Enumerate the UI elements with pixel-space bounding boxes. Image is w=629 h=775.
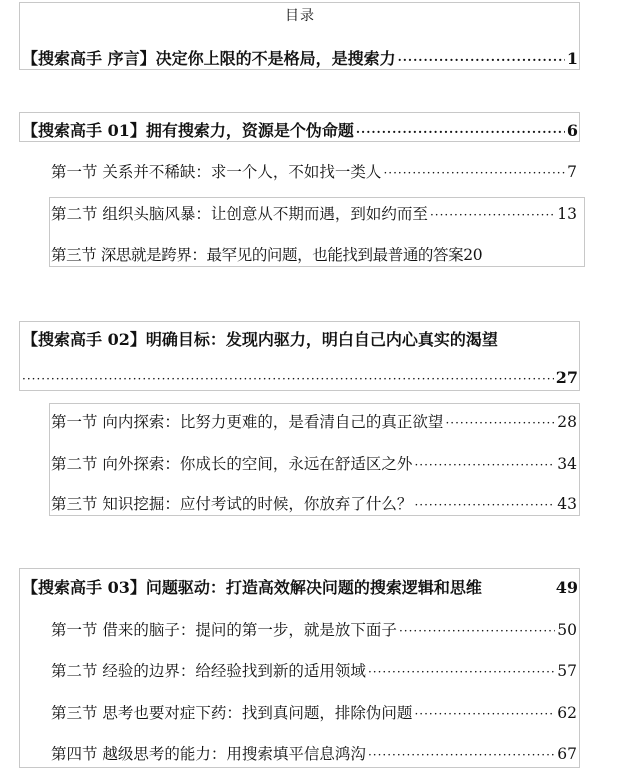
page-number: 13 xyxy=(557,205,577,223)
entry-label: 第一节 向内探索：比努力更难的，是看清自己的真正欲望 xyxy=(51,413,444,431)
entry-label: 第三节 思考也要对症下药：找到真问题，排除伪问题 xyxy=(51,704,413,722)
toc-entry-section[interactable] xyxy=(51,410,577,432)
dot-leader xyxy=(430,208,555,222)
page-number: 27 xyxy=(555,368,578,387)
toc-entry-part-03[interactable] xyxy=(22,575,578,598)
page-number: 67 xyxy=(557,745,577,763)
dot-leader xyxy=(368,665,555,679)
dot-leader xyxy=(368,748,555,762)
dot-leader xyxy=(22,372,554,386)
page-number: 6 xyxy=(566,121,578,140)
entry-label: 第二节 组织头脑风暴：让创意从不期而遇，到如约而至 xyxy=(51,205,428,223)
page-number: 57 xyxy=(557,662,577,680)
entry-label: 第一节 关系并不稀缺：求一个人，不如找一类人 xyxy=(51,163,382,181)
toc-entry-section[interactable] xyxy=(51,659,577,681)
entry-label: 第三节 深思就是跨界：最罕见的问题，也能找到最普通的答案 xyxy=(51,246,464,264)
toc-entry-part-02-leader[interactable] xyxy=(22,368,578,387)
entry-label: 第三节 知识挖掘：应付考试的时候，你放弃了什么？ xyxy=(51,495,413,513)
dot-leader xyxy=(414,458,555,472)
dot-leader xyxy=(356,125,565,139)
page-number: 43 xyxy=(557,495,577,513)
toc-entry-section[interactable] xyxy=(51,701,577,723)
toc-entry-preface[interactable] xyxy=(22,46,578,69)
entry-label: 【搜索高手 02】明确目标：发现内驱力，明白自己内心真实的渴望 xyxy=(22,330,498,349)
toc-entry-section[interactable] xyxy=(51,452,577,474)
toc-title: 目录 xyxy=(285,8,315,24)
entry-label: 第二节 经验的边界：给经验找到新的适用领域 xyxy=(51,662,366,680)
page-number: 49 xyxy=(555,578,578,597)
toc-entry-section[interactable] xyxy=(51,618,577,640)
entry-label: 【搜索高手 序言】决定你上限的不是格局，是搜索力 xyxy=(22,49,396,68)
entry-label: 【搜索高手 03】问题驱动：打造高效解决问题的搜索逻辑和思维 xyxy=(22,578,482,597)
toc-entry-section[interactable] xyxy=(51,202,577,224)
page-number: 20 xyxy=(463,246,483,264)
entry-label: 第一节 借来的脑子：提问的第一步，就是放下面子 xyxy=(51,621,397,639)
dot-leader xyxy=(399,624,555,638)
toc-entry-section[interactable] xyxy=(51,160,577,182)
entry-label: 【搜索高手 01】拥有搜索力，资源是个伪命题 xyxy=(22,121,354,140)
page-number: 34 xyxy=(557,455,577,473)
entry-label: 第四节 越级思考的能力：用搜索填平信息鸿沟 xyxy=(51,745,366,763)
page-number: 1 xyxy=(566,49,578,68)
toc-entry-section[interactable] xyxy=(51,492,577,514)
dot-leader xyxy=(383,166,565,180)
page-number: 50 xyxy=(557,621,577,639)
dot-leader xyxy=(414,498,555,512)
entry-label: 第二节 向外探索：你成长的空间，永远在舒适区之外 xyxy=(51,455,413,473)
page-number: 28 xyxy=(557,413,577,431)
toc-entry-part-01[interactable] xyxy=(22,118,578,141)
toc-entry-section[interactable] xyxy=(51,243,577,265)
toc-entry-part-02[interactable] xyxy=(22,327,578,350)
toc-entry-section[interactable] xyxy=(51,742,577,764)
dot-leader xyxy=(398,53,565,67)
dot-leader xyxy=(445,416,555,430)
dot-leader xyxy=(414,707,555,721)
page-number: 7 xyxy=(567,163,577,181)
page-number: 62 xyxy=(557,704,577,722)
